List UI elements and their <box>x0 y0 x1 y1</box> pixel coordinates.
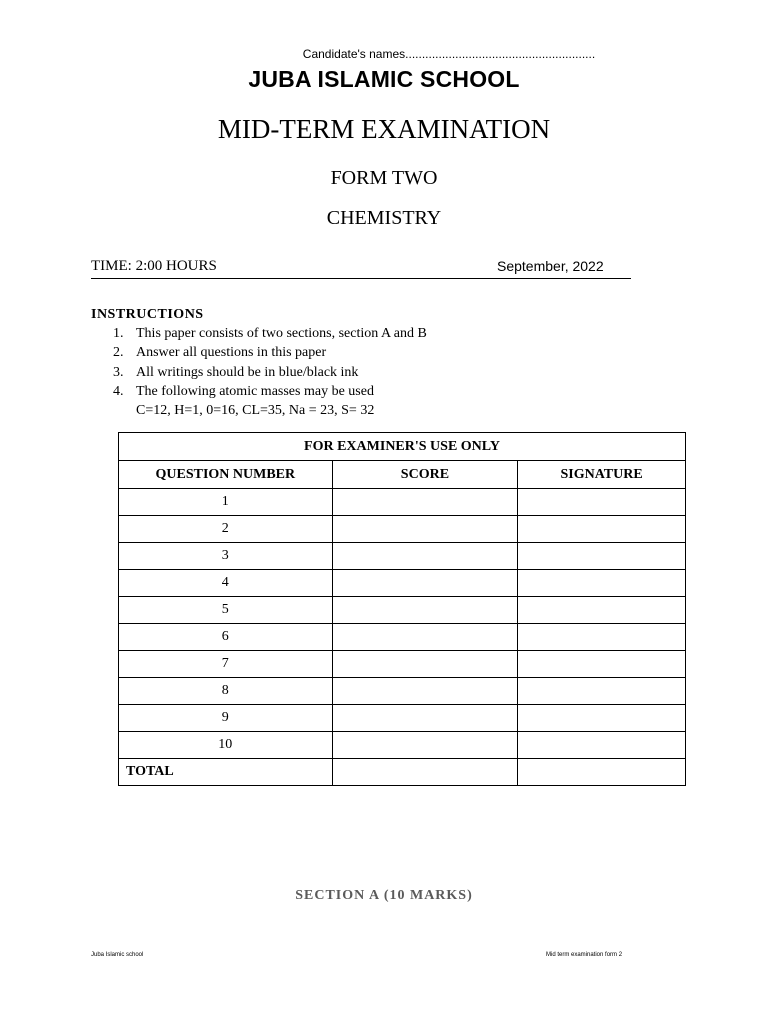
total-label: TOTAL <box>119 759 333 786</box>
exam-duration: TIME: 2:00 HOURS <box>91 258 217 274</box>
table-row <box>119 624 686 651</box>
footer-left: Juba Islamic school <box>91 952 144 958</box>
table-row <box>119 651 686 678</box>
form-level: FORM TWO <box>330 167 438 189</box>
score-cell <box>332 570 518 597</box>
subject-title: CHEMISTRY <box>326 207 442 229</box>
question-number: 5 <box>119 597 333 624</box>
signature-cell <box>518 678 686 705</box>
question-number: 1 <box>119 489 333 516</box>
signature-cell <box>518 543 686 570</box>
instruction-item: 4. The following atomic masses may be used <box>113 384 374 399</box>
table-row <box>119 543 686 570</box>
table-row <box>119 678 686 705</box>
table-row <box>119 732 686 759</box>
score-cell <box>332 651 518 678</box>
score-cell <box>332 543 518 570</box>
question-number: 9 <box>119 705 333 732</box>
question-number: 10 <box>119 732 333 759</box>
score-cell <box>332 597 518 624</box>
signature-cell <box>518 570 686 597</box>
instruction-item: 2. Answer all questions in this paper <box>113 345 327 360</box>
instructions-heading: INSTRUCTIONS <box>91 307 204 322</box>
school-name: JUBA ISLAMIC SCHOOL <box>248 66 520 92</box>
score-cell <box>332 624 518 651</box>
question-number: 8 <box>119 678 333 705</box>
table-row <box>119 516 686 543</box>
exam-title: MID-TERM EXAMINATION <box>217 114 551 144</box>
table-row <box>119 597 686 624</box>
signature-cell <box>518 516 686 543</box>
exam-date: September, 2022 <box>497 258 604 274</box>
table-row <box>119 489 686 516</box>
candidate-name-field: Candidate's names......................................................... <box>302 47 596 61</box>
column-header-question: QUESTION NUMBER <box>119 461 333 489</box>
section-heading: SECTION A (10 MARKS) <box>295 888 473 903</box>
column-header-signature: SIGNATURE <box>518 461 686 489</box>
column-header-score: SCORE <box>332 461 518 489</box>
score-cell <box>332 516 518 543</box>
question-number: 6 <box>119 624 333 651</box>
footer-right: Mid term examination form 2 <box>546 952 623 958</box>
signature-cell <box>518 732 686 759</box>
table-row <box>119 570 686 597</box>
signature-cell <box>518 651 686 678</box>
signature-cell <box>518 624 686 651</box>
table-caption: FOR EXAMINER'S USE ONLY <box>119 433 686 461</box>
signature-cell <box>518 489 686 516</box>
signature-cell <box>518 705 686 732</box>
score-cell <box>332 732 518 759</box>
table-row <box>119 705 686 732</box>
question-number: 4 <box>119 570 333 597</box>
question-number: 7 <box>119 651 333 678</box>
score-cell <box>332 705 518 732</box>
total-row <box>119 759 686 786</box>
time-date-row <box>91 258 631 279</box>
score-cell <box>332 489 518 516</box>
question-number: 3 <box>119 543 333 570</box>
examiner-table <box>118 432 686 786</box>
total-signature-cell <box>518 759 686 786</box>
question-number: 2 <box>119 516 333 543</box>
score-cell <box>332 678 518 705</box>
instruction-item: 1. This paper consists of two sections, section A and B <box>113 326 427 341</box>
total-score-cell <box>332 759 518 786</box>
instruction-item: 3. All writings should be in blue/black ink <box>113 365 359 380</box>
signature-cell <box>518 597 686 624</box>
atomic-masses: C=12, H=1, 0=16, CL=35, Na = 23, S= 32 <box>136 403 375 418</box>
